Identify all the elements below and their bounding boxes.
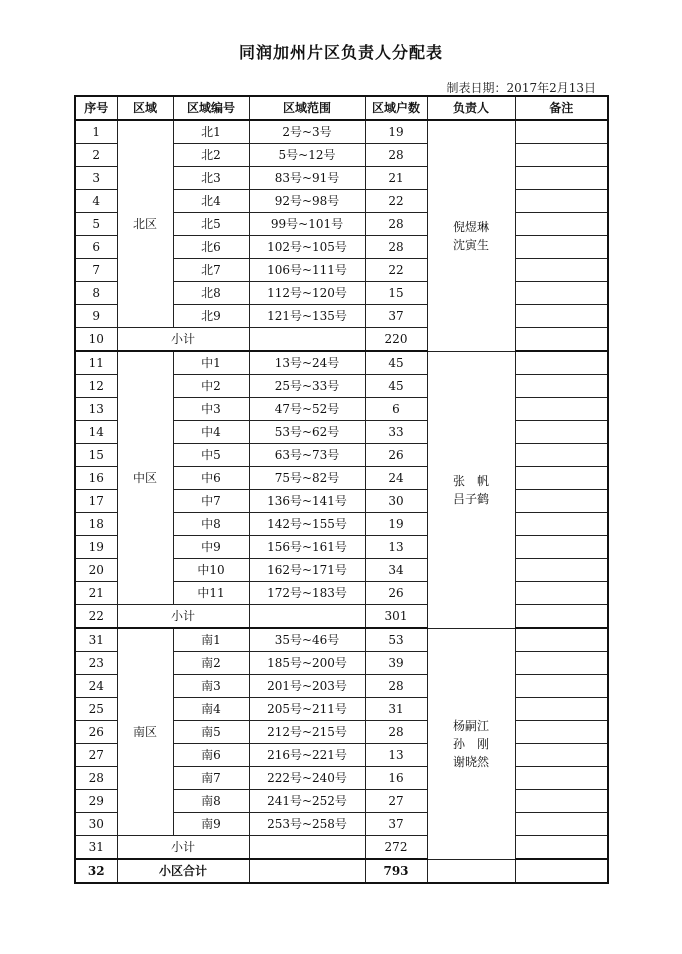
notes-cell — [515, 721, 608, 744]
row-number: 31 — [75, 836, 117, 860]
row-number: 6 — [75, 236, 117, 259]
area-range: 212号~215号 — [249, 721, 365, 744]
household-count: 28 — [365, 213, 427, 236]
household-count: 33 — [365, 421, 427, 444]
household-count: 22 — [365, 259, 427, 282]
area-code: 北5 — [173, 213, 249, 236]
total-count: 793 — [365, 859, 427, 883]
household-count: 6 — [365, 398, 427, 421]
area-code: 南9 — [173, 813, 249, 836]
notes-cell — [515, 444, 608, 467]
total-row — [75, 859, 608, 883]
area-range: 156号~161号 — [249, 536, 365, 559]
area-range: 162号~171号 — [249, 559, 365, 582]
row-number: 7 — [75, 259, 117, 282]
household-count: 30 — [365, 490, 427, 513]
row-number: 20 — [75, 559, 117, 582]
area-range: 5号~12号 — [249, 144, 365, 167]
area-code: 中8 — [173, 513, 249, 536]
responsible-person: 张 帆 吕子鹤 — [427, 351, 515, 628]
row-number: 31 — [75, 628, 117, 652]
area-code: 中5 — [173, 444, 249, 467]
area-range: 102号~105号 — [249, 236, 365, 259]
area-code: 北4 — [173, 190, 249, 213]
household-count: 24 — [365, 467, 427, 490]
row-number: 12 — [75, 375, 117, 398]
area-range: 185号~200号 — [249, 652, 365, 675]
area-code: 中3 — [173, 398, 249, 421]
household-count: 45 — [365, 351, 427, 375]
area-range: 172号~183号 — [249, 582, 365, 605]
area-code: 中9 — [173, 536, 249, 559]
area-range — [249, 859, 365, 883]
row-number: 28 — [75, 767, 117, 790]
notes-cell — [515, 167, 608, 190]
notes-cell — [515, 190, 608, 213]
header-region: 区域 — [117, 96, 173, 120]
document-title: 同润加州片区负责人分配表 — [238, 43, 443, 62]
area-range: 35号~46号 — [249, 628, 365, 652]
area-code: 中11 — [173, 582, 249, 605]
area-code: 北9 — [173, 305, 249, 328]
subtotal-label: 小计 — [117, 836, 249, 860]
row-number: 10 — [75, 328, 117, 352]
notes-cell — [515, 744, 608, 767]
area-range: 106号~111号 — [249, 259, 365, 282]
household-count: 26 — [365, 582, 427, 605]
household-count: 37 — [365, 813, 427, 836]
area-code: 北2 — [173, 144, 249, 167]
area-code: 中1 — [173, 351, 249, 375]
household-count: 37 — [365, 305, 427, 328]
household-count: 22 — [365, 190, 427, 213]
area-range: 99号~101号 — [249, 213, 365, 236]
area-code: 中4 — [173, 421, 249, 444]
subtotal-row — [75, 605, 608, 629]
notes-cell — [515, 213, 608, 236]
area-code: 北3 — [173, 167, 249, 190]
area-range: 216号~221号 — [249, 744, 365, 767]
header-no: 序号 — [75, 96, 117, 120]
area-range: 112号~120号 — [249, 282, 365, 305]
subtotal-count: 301 — [365, 605, 427, 629]
area-range: 2号~3号 — [249, 120, 365, 144]
notes-cell — [515, 652, 608, 675]
row-number: 2 — [75, 144, 117, 167]
header-code: 区域编号 — [173, 96, 249, 120]
table-row — [75, 351, 608, 375]
notes-cell — [515, 236, 608, 259]
notes-cell — [515, 305, 608, 328]
row-number: 23 — [75, 652, 117, 675]
row-number: 32 — [75, 859, 117, 883]
household-count: 28 — [365, 144, 427, 167]
notes-cell — [515, 582, 608, 605]
notes-cell — [515, 628, 608, 652]
notes-cell — [515, 490, 608, 513]
region-name: 南区 — [117, 628, 173, 836]
household-count: 34 — [365, 559, 427, 582]
area-range: 83号~91号 — [249, 167, 365, 190]
area-code: 南5 — [173, 721, 249, 744]
row-number: 19 — [75, 536, 117, 559]
row-number: 22 — [75, 605, 117, 629]
responsible-person: 倪煜琳 沈寅生 — [427, 120, 515, 351]
subtotal-count: 272 — [365, 836, 427, 860]
area-range: 13号~24号 — [249, 351, 365, 375]
table-row — [75, 120, 608, 144]
area-code: 北1 — [173, 120, 249, 144]
area-code: 南7 — [173, 767, 249, 790]
notes-cell — [515, 767, 608, 790]
region-name: 中区 — [117, 351, 173, 605]
area-code: 中10 — [173, 559, 249, 582]
notes-cell — [515, 375, 608, 398]
area-range: 142号~155号 — [249, 513, 365, 536]
notes-cell — [515, 351, 608, 375]
table-row — [75, 628, 608, 652]
notes-cell — [515, 536, 608, 559]
area-range: 92号~98号 — [249, 190, 365, 213]
area-code: 南8 — [173, 790, 249, 813]
household-count: 28 — [365, 721, 427, 744]
notes-cell — [515, 513, 608, 536]
notes-cell — [515, 559, 608, 582]
household-count: 28 — [365, 675, 427, 698]
table-header-row — [75, 96, 608, 120]
household-count: 21 — [365, 167, 427, 190]
area-code: 中6 — [173, 467, 249, 490]
notes-cell — [515, 259, 608, 282]
area-code: 南6 — [173, 744, 249, 767]
notes-cell — [515, 698, 608, 721]
responsible-person — [427, 859, 515, 883]
subtotal-row — [75, 836, 608, 860]
notes-cell — [515, 605, 608, 629]
notes-cell — [515, 328, 608, 352]
notes-cell — [515, 282, 608, 305]
household-count: 27 — [365, 790, 427, 813]
area-code: 南4 — [173, 698, 249, 721]
household-count: 13 — [365, 536, 427, 559]
row-number: 18 — [75, 513, 117, 536]
area-range — [249, 328, 365, 352]
notes-cell — [515, 421, 608, 444]
notes-cell — [515, 790, 608, 813]
subtotal-row — [75, 328, 608, 352]
region-name: 北区 — [117, 120, 173, 328]
header-person: 负责人 — [427, 96, 515, 120]
row-number: 3 — [75, 167, 117, 190]
area-range: 75号~82号 — [249, 467, 365, 490]
household-count: 53 — [365, 628, 427, 652]
notes-cell — [515, 144, 608, 167]
row-number: 14 — [75, 421, 117, 444]
area-range: 63号~73号 — [249, 444, 365, 467]
row-number: 17 — [75, 490, 117, 513]
notes-cell — [515, 836, 608, 860]
area-code: 北7 — [173, 259, 249, 282]
household-count: 16 — [365, 767, 427, 790]
household-count: 13 — [365, 744, 427, 767]
header-range: 区域范围 — [249, 96, 365, 120]
area-code: 中7 — [173, 490, 249, 513]
household-count: 28 — [365, 236, 427, 259]
household-count: 15 — [365, 282, 427, 305]
notes-cell — [515, 467, 608, 490]
total-label: 小区合计 — [117, 859, 249, 883]
area-code: 北6 — [173, 236, 249, 259]
subtotal-label: 小计 — [117, 328, 249, 352]
area-code: 南1 — [173, 628, 249, 652]
notes-cell — [515, 813, 608, 836]
household-count: 45 — [365, 375, 427, 398]
row-number: 15 — [75, 444, 117, 467]
row-number: 1 — [75, 120, 117, 144]
household-count: 31 — [365, 698, 427, 721]
row-number: 29 — [75, 790, 117, 813]
area-range: 25号~33号 — [249, 375, 365, 398]
area-code: 南3 — [173, 675, 249, 698]
row-number: 27 — [75, 744, 117, 767]
area-range: 241号~252号 — [249, 790, 365, 813]
area-range: 201号~203号 — [249, 675, 365, 698]
notes-cell — [515, 675, 608, 698]
household-count: 19 — [365, 120, 427, 144]
header-count: 区域户数 — [365, 96, 427, 120]
area-range: 47号~52号 — [249, 398, 365, 421]
household-count: 19 — [365, 513, 427, 536]
row-number: 8 — [75, 282, 117, 305]
assignment-table — [74, 95, 609, 884]
area-range: 53号~62号 — [249, 421, 365, 444]
area-code: 南2 — [173, 652, 249, 675]
subtotal-label: 小计 — [117, 605, 249, 629]
area-range: 253号~258号 — [249, 813, 365, 836]
notes-cell — [515, 859, 608, 883]
row-number: 16 — [75, 467, 117, 490]
area-code: 中2 — [173, 375, 249, 398]
responsible-person: 杨嗣江 孙 刚 谢晓然 — [427, 628, 515, 859]
area-range — [249, 605, 365, 629]
row-number: 25 — [75, 698, 117, 721]
area-range: 121号~135号 — [249, 305, 365, 328]
household-count: 26 — [365, 444, 427, 467]
subtotal-count: 220 — [365, 328, 427, 352]
area-range: 136号~141号 — [249, 490, 365, 513]
row-number: 13 — [75, 398, 117, 421]
notes-cell — [515, 398, 608, 421]
row-number: 9 — [75, 305, 117, 328]
row-number: 11 — [75, 351, 117, 375]
row-number: 24 — [75, 675, 117, 698]
row-number: 26 — [75, 721, 117, 744]
row-number: 4 — [75, 190, 117, 213]
row-number: 5 — [75, 213, 117, 236]
header-notes: 备注 — [515, 96, 608, 120]
area-code: 北8 — [173, 282, 249, 305]
area-range — [249, 836, 365, 860]
row-number: 30 — [75, 813, 117, 836]
area-range: 205号~211号 — [249, 698, 365, 721]
date-label: 制表日期：2017年2月13日 — [446, 81, 596, 95]
area-range: 222号~240号 — [249, 767, 365, 790]
row-number: 21 — [75, 582, 117, 605]
household-count: 39 — [365, 652, 427, 675]
notes-cell — [515, 120, 608, 144]
